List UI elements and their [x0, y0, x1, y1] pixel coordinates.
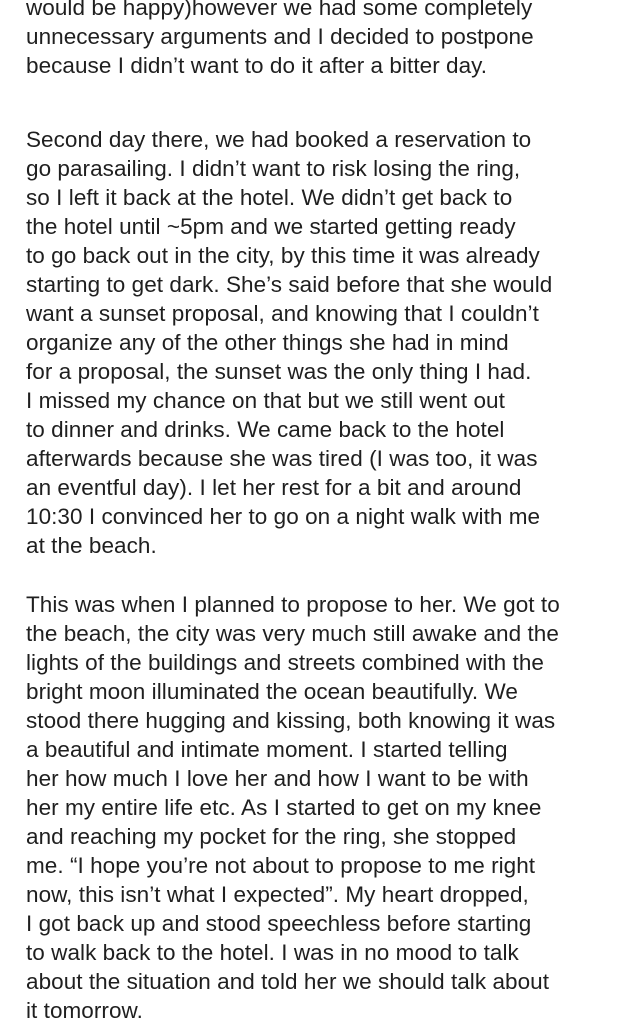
text-line: at the beach. [26, 533, 157, 558]
text-line: an eventful day). I let her rest for a bit and around [26, 475, 522, 500]
text-line: to walk back to the hotel. I was in no mood to talk [26, 940, 519, 965]
text-line: it tomorrow. [26, 998, 143, 1023]
text-line: a beautiful and intimate moment. I started telling [26, 737, 508, 762]
text-line: bright moon illuminated the ocean beautifully. We [26, 679, 518, 704]
text-line: me. “I hope you’re not about to propose to me right [26, 853, 536, 878]
text-line: afterwards because she was tired (I was too, it was [26, 446, 538, 471]
text-line: Second day there, we had booked a reservation to [26, 127, 532, 152]
text-line: now, this isn’t what I expected”. My heart dropped, [26, 882, 529, 907]
text-line: This was when I planned to propose to her. We got to [26, 592, 560, 617]
text-line: starting to get dark. She’s said before that she would [26, 272, 553, 297]
text-line: stood there hugging and kissing, both knowing it was [26, 708, 556, 733]
text-line: lights of the buildings and streets combined with the [26, 650, 544, 675]
text-line: go parasailing. I didn’t want to risk losing the ring, [26, 156, 521, 181]
text-line: for a proposal, the sunset was the only thing I had. [26, 359, 532, 384]
text-line: the beach, the city was very much still awake and the [26, 621, 559, 646]
text-line: her how much I love her and how I want to be with [26, 766, 529, 791]
text-line: because I didn’t want to do it after a bitter day. [26, 53, 488, 78]
paragraph-1 [26, 0, 616, 80]
text-line: so I left it back at the hotel. We didn’t get back to [26, 185, 513, 210]
text-line: to go back out in the city, by this time it was already [26, 243, 540, 268]
text-line: 10:30 I convinced her to go on a night walk with me [26, 504, 541, 529]
text-line: her my entire life etc. As I started to get on my knee [26, 795, 542, 820]
text-line: about the situation and told her we should talk about [26, 969, 550, 994]
text-line: the hotel until ~5pm and we started getting ready [26, 214, 516, 239]
paragraph-3 [26, 590, 616, 1024]
text-line: and reaching my pocket for the ring, she stopped [26, 824, 517, 849]
text-line: I missed my chance on that but we still went out [26, 388, 505, 413]
text-line: to dinner and drinks. We came back to the hotel [26, 417, 505, 442]
paragraph-2 [26, 125, 616, 560]
text-line: want a sunset proposal, and knowing that I couldn’t [26, 301, 539, 326]
text-line: organize any of the other things she had in mind [26, 330, 509, 355]
text-line: unnecessary arguments and I decided to postpone [26, 24, 534, 49]
text-line: would be happy)however we had some completely [26, 0, 533, 20]
text-line: I got back up and stood speechless before starting [26, 911, 532, 936]
